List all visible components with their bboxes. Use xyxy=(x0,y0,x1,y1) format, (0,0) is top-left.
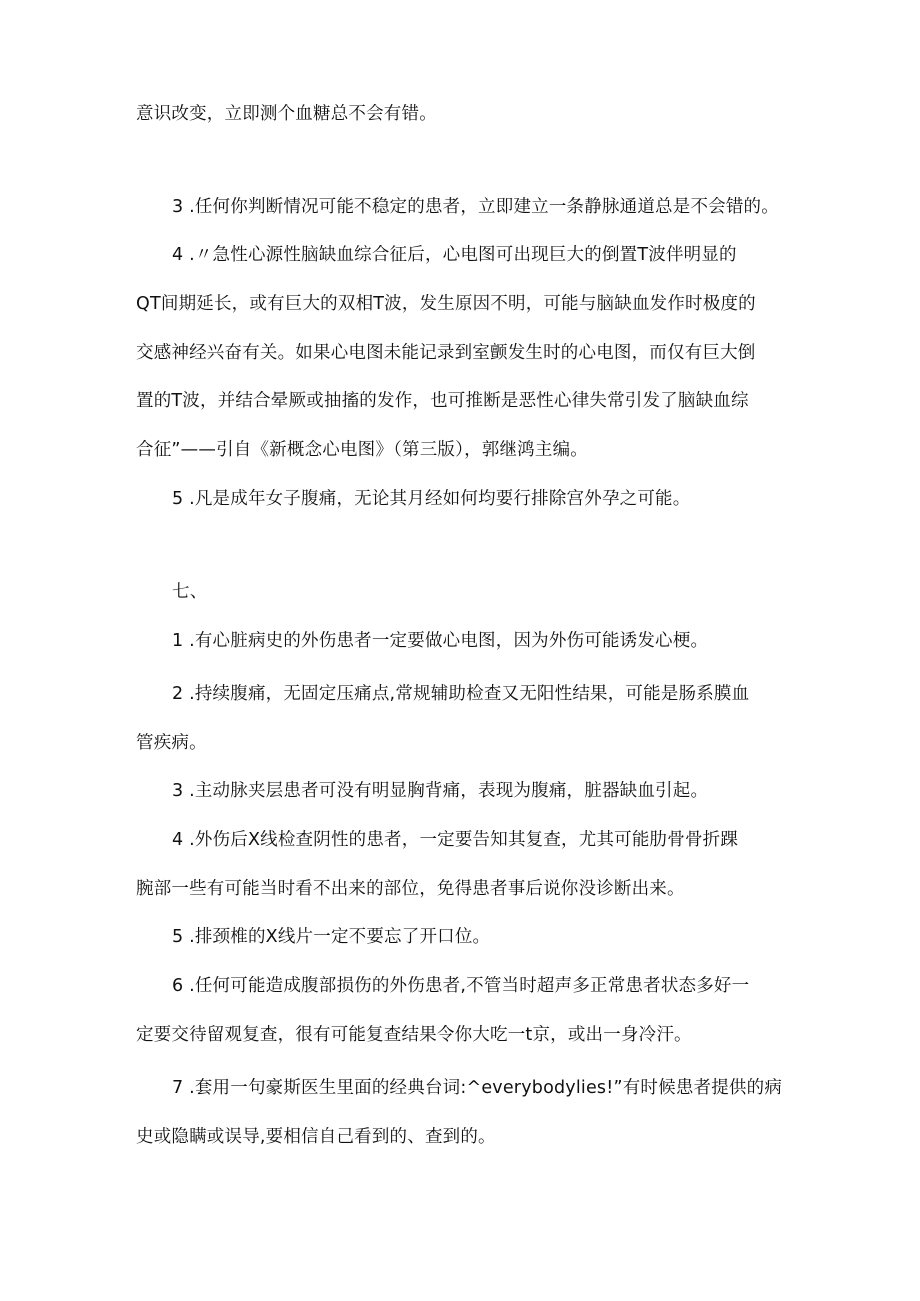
paragraph-line: 腕部一些有可能当时看不出来的部位，免得患者事后说你没诊断出来。 xyxy=(136,879,685,899)
list-item-7: 7 .套用一句豪斯医生里面的经典台词:^everybodylies!”有时候患者提供的病 xyxy=(172,1078,783,1098)
paragraph-line: 合征”——引自《新概念心电图》（第三版），郭继鸿主编。 xyxy=(136,440,588,460)
paragraph-line: 交感神经兴奋有关。如果心电图未能记录到室颤发生时的心电图，而仅有巨大倒 xyxy=(136,343,756,363)
list-item-3: 3 .主动脉夹层患者可没有明显胸背痛，表现为腹痛，脏器缺血引起。 xyxy=(172,781,709,801)
list-item-4: 4 .外伤后X线检查阴性的患者，一定要告知其复查，尤其可能肋骨骨折踝 xyxy=(172,830,739,850)
paragraph-line: 史或隐瞒或误导,要相信自己看到的、查到的。 xyxy=(136,1127,496,1147)
paragraph-line: QT间期延长，或有巨大的双相T波，发生原因不明，可能与脑缺血发作时极度的 xyxy=(136,294,756,314)
paragraph-line: 管疾病。 xyxy=(136,733,207,753)
list-item-5: 5 .凡是成年女子腹痛，无论其月经如何均要行排除宫外孕之可能。 xyxy=(172,489,691,509)
list-item-5: 5 .排颈椎的X线片一定不要忘了开口位。 xyxy=(172,927,491,947)
list-item-4: 4 .〃急性心源性脑缺血综合征后，心电图可出现巨大的倒置T波伴明显的 xyxy=(172,245,737,265)
section-heading: 七、 xyxy=(172,582,208,602)
paragraph-line: 意识改变，立即测个血糖总不会有错。 xyxy=(136,104,437,124)
paragraph-line: 定要交待留观复查，很有可能复查结果令你大吃一t京，或出一身冷汗。 xyxy=(136,1025,692,1045)
list-item-2: 2 .持续腹痛，无固定压痛点,常规辅助检查又无阳性结果，可能是肠系膜血 xyxy=(172,684,750,704)
list-item-6: 6 .任何可能造成腹部损伤的外伤患者,不管当时超声多正常患者状态多好一 xyxy=(172,976,750,996)
list-item-3: 3 .任何你判断情况可能不稳定的患者，立即建立一条静脉通道总是不会错的。 xyxy=(172,197,779,217)
paragraph-line: 置的T波，并结合晕厥或抽搐的发作，也可推断是恶性心律失常引发了脑缺血综 xyxy=(136,391,749,411)
list-item-1: 1 .有心脏病史的外伤患者一定要做心电图，因为外伤可能诱发心梗。 xyxy=(172,631,709,651)
